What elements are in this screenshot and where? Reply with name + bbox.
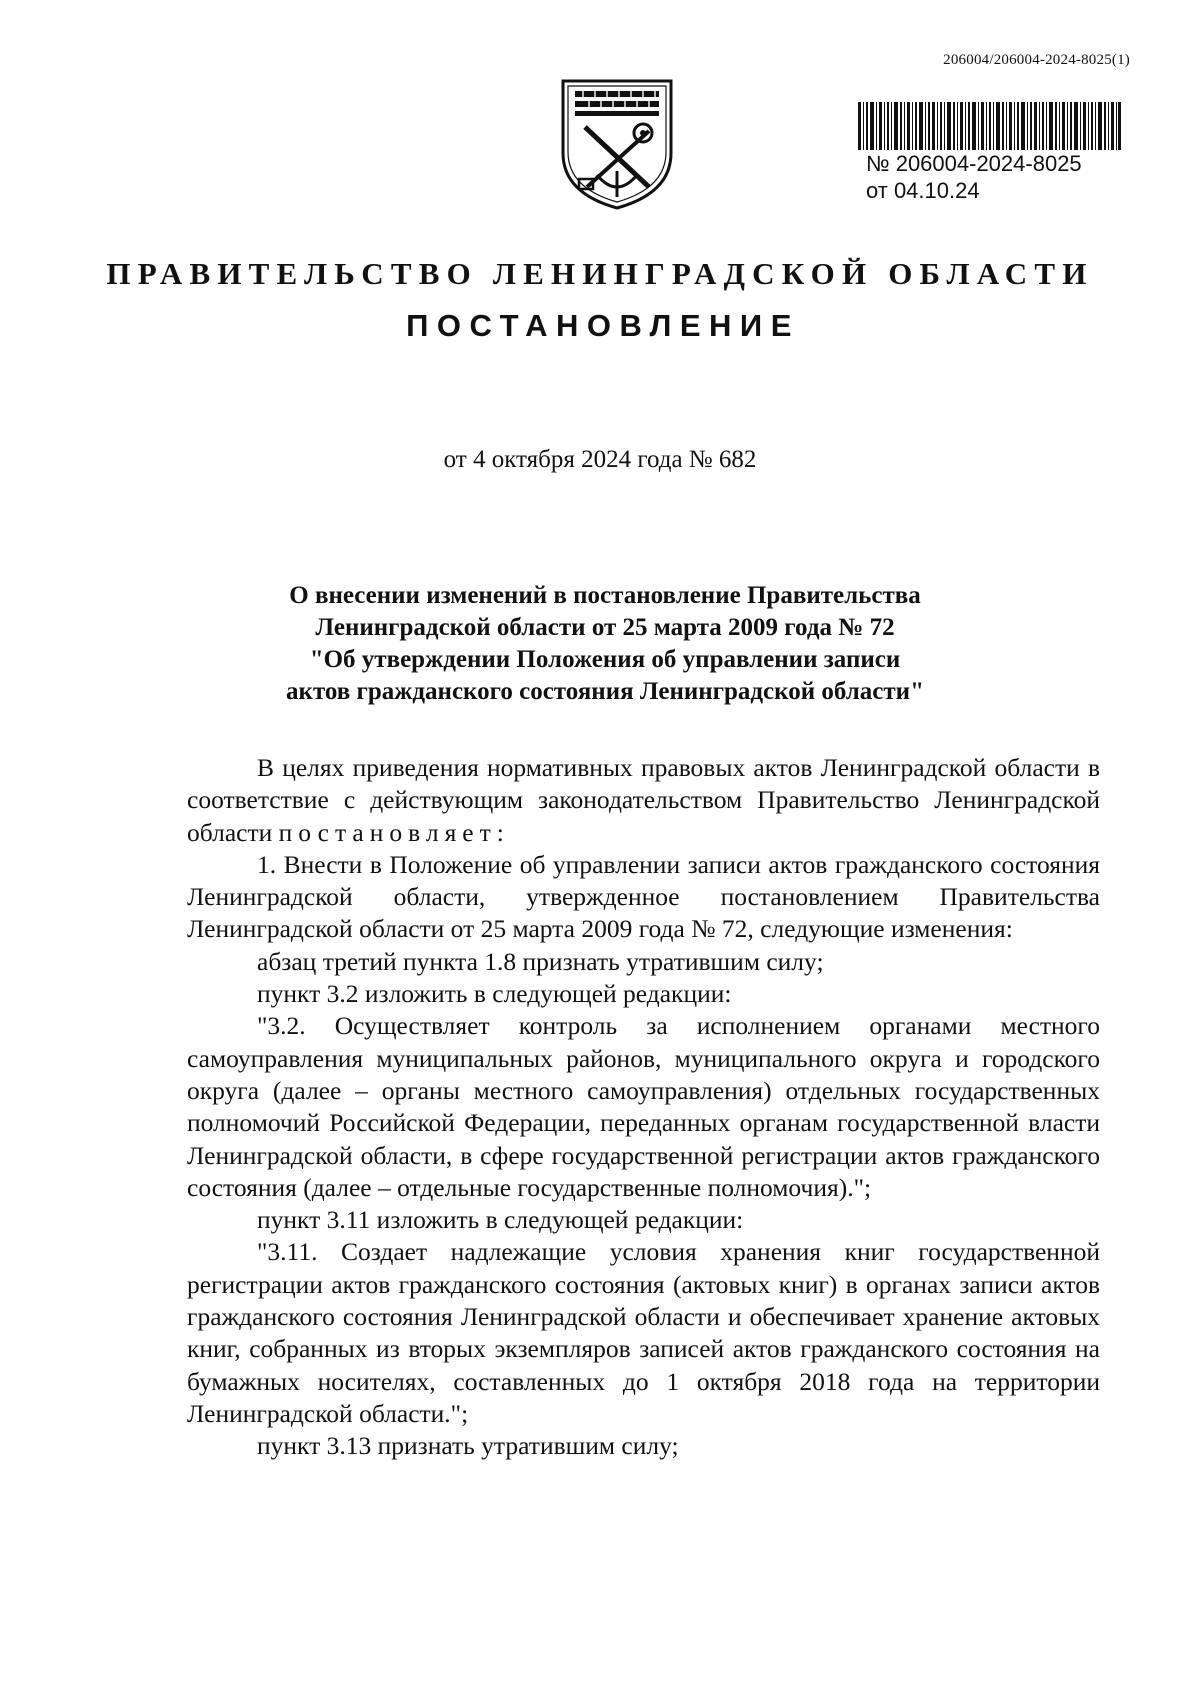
paragraph-5: пункт 3.11 изложить в следующей редакции:	[257, 1205, 744, 1235]
document-subject	[160, 580, 1050, 708]
document-type: ПОСТАНОВЛЕНИЕ	[406, 308, 800, 343]
paragraph-6: "3.11. Создает надлежащие условия хранения книг государственной регистрации актов гражданского состояния (актовых книг) в органах записи актов гражданского состояния Ленинградской области и обеспечивает хранение актовых книг, собранных из вторых экземпляров записей актов гражданского состояния на бумажных носителях, составленных до 1 октября 2018 года на территории Ленинградской области.";	[187, 1237, 1100, 1428]
paragraph-1: 1. Внести в Положение об управлении записи актов гражданского состояния Ленинградской области, утвержденное постановлением Правительства Ленинградской области от 25 марта 2009 года № 72, следующие изменения:	[187, 849, 1100, 944]
preamble-paragraph	[187, 752, 1100, 849]
subject-line: "Об утверждении Положения об управлении записи	[309, 646, 901, 673]
preamble-text: В целях приведения нормативных правовых актов Ленинградской области в соответствие с действующим законодательством Правительство Ленинградской области	[187, 753, 1100, 847]
paragraph-4: "3.2. Осуществляет контроль за исполнением органами местного самоуправления муниципальных районов, муниципального округа и городского округа (далее – органы местного самоуправления) отдельных государственных полномочий Российской Федерации, переданных органам государственной власти Ленинградской области, в сфере государственной регистрации актов гражданского состояния (далее – отдельные государственные полномочия).";	[187, 1011, 1100, 1202]
barcode-icon	[858, 102, 1121, 150]
registration-date: от 04.10.24	[866, 178, 980, 203]
registration-number: № 206004-2024-8025	[866, 151, 1082, 176]
subject-line: Ленинградской области от 25 марта 2009 года № 72	[315, 614, 895, 641]
document-date-number: от 4 октября 2024 года № 682	[443, 446, 757, 473]
paragraph-2: абзац третий пункта 1.8 признать утратившим силу;	[257, 946, 824, 976]
document-body	[187, 752, 1100, 1463]
government-title: ПРАВИТЕЛЬСТВО ЛЕНИНГРАДСКОЙ ОБЛАСТИ	[106, 256, 1094, 291]
paragraph-7: пункт 3.13 признать утратившим силу;	[257, 1431, 679, 1461]
coat-of-arms-icon	[557, 75, 677, 212]
paragraph-3: пункт 3.2 изложить в следующей редакции:	[257, 979, 732, 1009]
subject-line: О внесении изменений в постановление Правительства	[289, 582, 921, 609]
preamble-resolves: постановляет:	[278, 817, 510, 847]
registration-block	[866, 150, 1082, 204]
document-id: 206004/206004-2024-8025(1)	[943, 52, 1130, 68]
subject-line: актов гражданского состояния Ленинградской области"	[286, 678, 924, 705]
